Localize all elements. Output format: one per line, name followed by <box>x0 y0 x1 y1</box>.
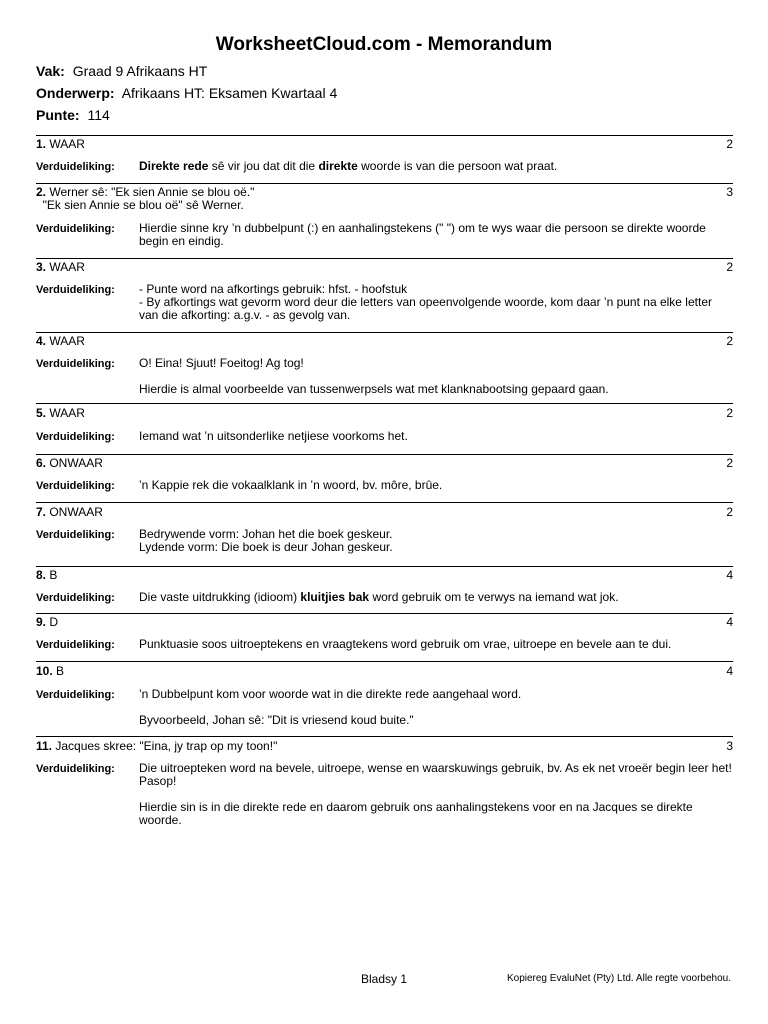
explanation-text <box>139 430 733 443</box>
question-answer: B <box>52 664 65 678</box>
explanation-text <box>139 688 733 727</box>
copyright-notice: Kopiereg EvaluNet (Pty) Ltd. Alle regte voorbehou. <box>506 973 731 984</box>
question-marks: 3 <box>726 185 733 199</box>
explanation-segment: Hierdie sin is in die direkte rede en daarom gebruik ons aanhalingstekens voor en na Jacques se direkte woorde. <box>139 800 693 827</box>
explanation-text <box>139 479 733 492</box>
question-header <box>36 407 733 420</box>
explanation-segment: woorde is van die persoon wat praat. <box>357 159 558 173</box>
question-marks: 2 <box>726 137 733 151</box>
question-divider <box>36 454 733 455</box>
verduideliking-label: Verduideliking: <box>36 763 115 775</box>
question-answer: ONWAAR <box>46 505 103 519</box>
explanation-segment: ’n Kappie rek die vokaalklank in ’n woord, bv. môre, brûe. <box>139 478 443 492</box>
question-divider <box>36 403 733 404</box>
verduideliking-label: Verduideliking: <box>36 529 115 541</box>
question-answer: Werner sê: "Ek sien Annie se blou oë." "Ek sien Annie se blou oë" sê Werner. <box>42 185 255 212</box>
vak-label: Vak: <box>36 63 65 79</box>
explanation-text <box>139 591 733 604</box>
explanation-segment: Hierdie sinne kry ’n dubbelpunt (:) en aanhalingstekens (" ") om te wys waar die persoon se direkte woorde begin en eindig. <box>139 221 706 248</box>
explanation-paragraph <box>139 762 733 788</box>
page-title: WorksheetCloud.com - Memorandum <box>215 34 553 55</box>
explanation-paragraph <box>139 357 733 370</box>
explanation-paragraph <box>139 222 733 248</box>
explanation-paragraph <box>139 383 733 396</box>
question-marks: 2 <box>726 334 733 348</box>
question-number: 8. <box>36 568 47 582</box>
question-number: 11. <box>36 739 53 753</box>
question-number: 9. <box>36 615 47 629</box>
explanation-paragraph <box>139 591 733 604</box>
emphasis-text: direkte <box>318 159 358 173</box>
explanation-segment: Hierdie is almal voorbeelde van tussenwerpsels wat met klanknabootsing gepaard gaan. <box>139 382 609 396</box>
explanation-segment: ’n Dubbelpunt kom voor woorde wat in die direkte rede aangehaal word. <box>139 687 522 701</box>
question-marks: 2 <box>726 456 733 470</box>
explanation-text <box>139 222 733 248</box>
explanation-paragraph <box>139 296 733 322</box>
verduideliking-label: Verduideliking: <box>36 480 115 492</box>
question-divider <box>36 661 733 662</box>
verduideliking-label: Verduideliking: <box>36 161 115 173</box>
explanation-segment: - Punte word na afkortings gebruik: hfst. - hoofstuk <box>139 282 408 296</box>
verduideliking-label: Verduideliking: <box>36 431 115 443</box>
punte-label: Punte: <box>36 107 80 123</box>
question-divider <box>36 736 733 737</box>
question-number: 7. <box>36 505 47 519</box>
question-header <box>36 138 733 151</box>
explanation-segment: Punktuasie soos uitroeptekens en vraagtekens word gebruik om vrae, uitroepe en bevele aan te dui. <box>139 637 672 651</box>
verduideliking-label: Verduideliking: <box>36 639 115 651</box>
question-answer: WAAR <box>46 260 85 274</box>
question-number: 2. <box>36 185 47 199</box>
question-marks: 4 <box>726 568 733 582</box>
question-marks: 3 <box>726 739 733 753</box>
onderwerp-label: Onderwerp: <box>36 85 115 101</box>
explanation-segment: - By afkortings wat gevorm word deur die letters van opeenvolgende woorde, kom daar ’n punt na elke letter van die afkorting: a.g.v. - as gevolg van. <box>139 295 712 322</box>
explanation-paragraph <box>139 160 733 173</box>
explanation-paragraph <box>139 714 733 727</box>
question-divider <box>36 183 733 184</box>
onderwerp-value: Afrikaans HT: Eksamen Kwartaal 4 <box>121 85 338 101</box>
question-marks: 2 <box>726 505 733 519</box>
verduideliking-label: Verduideliking: <box>36 689 115 701</box>
explanation-paragraph <box>139 479 733 492</box>
question-divider <box>36 502 733 503</box>
verduideliking-label: Verduideliking: <box>36 284 115 296</box>
explanation-text <box>139 283 733 322</box>
question-number: 5. <box>36 406 47 420</box>
question-number: 10. <box>36 664 53 678</box>
explanation-segment: O! Eina! Sjuut! Foeitog! Ag tog! <box>139 356 304 370</box>
explanation-paragraph <box>139 430 733 443</box>
explanation-text <box>139 638 733 651</box>
question-marks: 2 <box>726 260 733 274</box>
question-marks: 2 <box>726 406 733 420</box>
verduideliking-label: Verduideliking: <box>36 358 115 370</box>
question-answer: WAAR <box>46 334 85 348</box>
question-answer: WAAR <box>46 137 85 151</box>
question-divider <box>36 566 733 567</box>
explanation-segment: Die uitroepteken word na bevele, uitroepe, wense en waarskuwings gebruik, bv. As ek net vroeër begin leer het! Pasop! <box>139 761 732 788</box>
question-marks: 4 <box>726 615 733 629</box>
explanation-text <box>139 357 733 396</box>
explanation-segment: Byvoorbeeld, Johan sê: "Dit is vriesend koud buite." <box>139 713 414 727</box>
explanation-paragraph <box>139 688 733 701</box>
question-header <box>36 506 733 519</box>
question-header <box>36 186 733 212</box>
question-header <box>36 457 733 470</box>
question-number: 4. <box>36 334 47 348</box>
explanation-text <box>139 528 733 554</box>
emphasis-text: Direkte rede <box>139 159 209 173</box>
verduideliking-label: Verduideliking: <box>36 223 115 235</box>
meta-punte <box>36 107 110 123</box>
explanation-segment: Iemand wat ’n uitsonderlike netjiese voorkoms het. <box>139 429 408 443</box>
question-answer: B <box>46 568 58 582</box>
explanation-segment: Die vaste uitdrukking (idioom) <box>139 590 301 604</box>
question-header <box>36 665 733 678</box>
emphasis-text: kluitjies bak <box>300 590 370 604</box>
question-answer: ONWAAR <box>46 456 103 470</box>
question-answer: D <box>46 615 59 629</box>
question-marks: 4 <box>726 664 733 678</box>
question-divider <box>36 258 733 259</box>
question-divider <box>36 332 733 333</box>
meta-vak <box>36 63 207 79</box>
explanation-paragraph <box>139 638 733 651</box>
question-header <box>36 740 733 753</box>
verduideliking-label: Verduideliking: <box>36 592 115 604</box>
question-divider <box>36 135 733 136</box>
explanation-segment: word gebruik om te verwys na iemand wat jok. <box>369 590 619 604</box>
question-answer: WAAR <box>46 406 85 420</box>
question-number: 6. <box>36 456 47 470</box>
explanation-segment: Bedrywende vorm: Johan het die boek geskeur. <box>139 527 393 541</box>
question-header <box>36 569 733 582</box>
question-number: 1. <box>36 137 47 151</box>
explanation-segment: Lydende vorm: Die boek is deur Johan geskeur. <box>139 540 393 554</box>
question-header <box>36 616 733 629</box>
vak-value: Graad 9 Afrikaans HT <box>72 63 208 79</box>
explanation-text <box>139 762 733 827</box>
question-number: 3. <box>36 260 47 274</box>
explanation-text <box>139 160 733 173</box>
explanation-segment: sê vir jou dat dit die <box>208 159 319 173</box>
question-answer: Jacques skree: "Eina, jy trap op my toon!" <box>52 739 278 753</box>
explanation-paragraph <box>139 541 733 554</box>
page-number: Bladsy 1 <box>361 972 408 986</box>
question-header <box>36 335 733 348</box>
question-divider <box>36 613 733 614</box>
question-header <box>36 261 733 274</box>
meta-onderwerp <box>36 85 337 101</box>
punte-value: 114 <box>87 107 110 123</box>
explanation-paragraph <box>139 801 733 827</box>
